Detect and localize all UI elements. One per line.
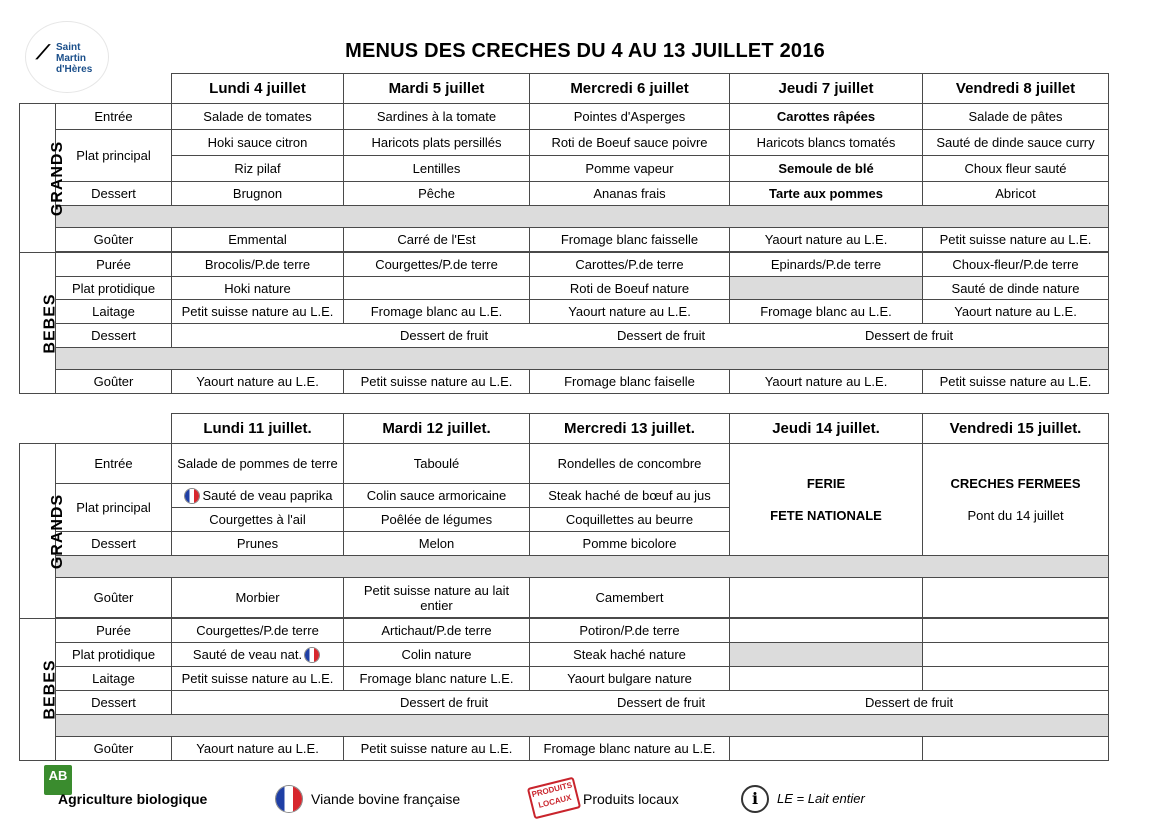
- logo-mark-icon: ⟋: [36, 42, 50, 64]
- menu-cell: Roti de Boeuf nature: [530, 277, 730, 300]
- french-flag-icon: [305, 648, 319, 662]
- menu-cell: Epinards/P.de terre: [730, 253, 923, 277]
- row-label: Plat principal: [56, 130, 172, 182]
- day-header-row: [20, 414, 1109, 444]
- grands-entree-row: [20, 444, 1109, 484]
- menu-cell: Coquillettes au beurre: [530, 508, 730, 532]
- menu-cell: Pêche: [344, 182, 530, 206]
- menu-cell: Choux-fleur/P.de terre: [923, 253, 1109, 277]
- produits-locaux-stamp-icon: PRODUITS LOCAUX: [527, 777, 581, 820]
- fermees-cell: [923, 444, 1109, 556]
- row-label: Laitage: [56, 667, 172, 691]
- menu-cell: Colin nature: [344, 643, 530, 667]
- menu-cell: Petit suisse nature au L.E.: [172, 300, 344, 324]
- menu-cell: Hoki nature: [172, 277, 344, 300]
- menu-cell: Fromage blanc faisselle: [530, 228, 730, 252]
- logo-text: Saint Martin d'Hères: [56, 42, 93, 75]
- menu-cell: Choux fleur sauté: [923, 156, 1109, 182]
- menu-cell: Taboulé: [344, 444, 530, 484]
- menu-cell: Petit suisse nature au L.E.: [344, 370, 530, 394]
- menu-cell: Salade de tomates: [172, 104, 344, 130]
- menu-cell: [344, 277, 530, 300]
- day-header: Jeudi 14 juillet.: [730, 414, 923, 444]
- menu-cell: Sauté de veau nat.: [172, 643, 344, 667]
- bebes-puree-row: [20, 619, 1109, 643]
- day-header: Mardi 5 juillet: [344, 74, 530, 104]
- day-header: Mercredi 13 juillet.: [530, 414, 730, 444]
- day-header-row: [20, 74, 1109, 104]
- fermees-line1: CRECHES FERMEES: [950, 475, 1081, 491]
- menu-cell: Yaourt nature au L.E.: [172, 737, 344, 761]
- menu-cell: Semoule de blé: [730, 156, 923, 182]
- menu-cell: Pointes d'Asperges: [530, 104, 730, 130]
- info-icon: i: [741, 785, 769, 813]
- separator-row: [20, 715, 1109, 737]
- menu-cell: Dessert de fruit: [400, 694, 489, 710]
- menu-cell: Carottes râpées: [730, 104, 923, 130]
- menu-cell: Emmental: [172, 228, 344, 252]
- row-label: Dessert: [56, 532, 172, 556]
- menu-cell: Sauté de dinde nature: [923, 277, 1109, 300]
- menu-cell: Dessert de fruit: [617, 694, 706, 710]
- menu-cell: Artichaut/P.de terre: [344, 619, 530, 643]
- menu-cell: Fromage blanc nature au L.E.: [530, 737, 730, 761]
- menu-cell: Potiron/P.de terre: [530, 619, 730, 643]
- menu-cell: Rondelles de concombre: [530, 444, 730, 484]
- menu-table-week2: [19, 413, 1109, 761]
- grands-gouter-row: [20, 578, 1109, 618]
- menu-cell: Fromage blanc au L.E.: [344, 300, 530, 324]
- bebes-laitage-row: [20, 300, 1109, 324]
- menu-cell: Melon: [344, 532, 530, 556]
- menu-cell: Sauté de veau paprika: [172, 484, 344, 508]
- menu-cell: Haricots blancs tomatés: [730, 130, 923, 156]
- group-label-grands: GRANDS: [20, 104, 56, 253]
- menu-cell: Carré de l'Est: [344, 228, 530, 252]
- menu-cell: [730, 277, 923, 300]
- bebes-dessert-row: [20, 691, 1109, 715]
- menu-cell: Steak haché nature: [530, 643, 730, 667]
- day-header: Lundi 4 juillet: [172, 74, 344, 104]
- menu-cell: Yaourt bulgare nature: [530, 667, 730, 691]
- menu-cell: Riz pilaf: [172, 156, 344, 182]
- row-label: Laitage: [56, 300, 172, 324]
- day-header: Vendredi 8 juillet: [923, 74, 1109, 104]
- menu-cell: Haricots plats persillés: [344, 130, 530, 156]
- menu-cell: Ananas frais: [530, 182, 730, 206]
- french-flag-icon: [276, 786, 302, 812]
- menu-cell: Brugnon: [172, 182, 344, 206]
- row-label: Plat protidique: [56, 277, 172, 300]
- menu-cell: Tarte aux pommes: [730, 182, 923, 206]
- day-header: Lundi 11 juillet.: [172, 414, 344, 444]
- menu-cell: Dessert de fruit: [865, 327, 954, 343]
- row-label: Plat principal: [56, 484, 172, 532]
- menu-cell: Dessert de fruit: [617, 327, 706, 343]
- menu-cell: Fromage blanc nature L.E.: [344, 667, 530, 691]
- day-header: Vendredi 15 juillet.: [923, 414, 1109, 444]
- menu-cell: Poêlée de légumes: [344, 508, 530, 532]
- menu-cell: Morbier: [172, 578, 344, 618]
- bebes-dessert-row: [20, 324, 1109, 348]
- menu-cell: Steak haché de bœuf au jus: [530, 484, 730, 508]
- group-label-grands: GRANDS: [20, 444, 56, 619]
- menu-cell: Lentilles: [344, 156, 530, 182]
- menu-cell: Dessert de fruit: [865, 694, 954, 710]
- separator-row: [20, 348, 1109, 370]
- row-label: Plat protidique: [56, 643, 172, 667]
- group-label-bebes: BEBES: [20, 619, 56, 761]
- menu-cell: Abricot: [923, 182, 1109, 206]
- menu-cell: Courgettes/P.de terre: [344, 253, 530, 277]
- dessert-span-cell: [172, 324, 1109, 348]
- legend-bio-label: Agriculture biologique: [58, 791, 208, 807]
- menu-cell: Yaourt nature au L.E.: [730, 228, 923, 252]
- grands-entree-row: [20, 104, 1109, 130]
- ferie-line1: FERIE: [806, 475, 846, 491]
- menu-cell: Sardines à la tomate: [344, 104, 530, 130]
- ferie-line2: FETE NATIONALE: [770, 507, 882, 523]
- legend-info-label: LE = Lait entier: [777, 791, 865, 806]
- grands-dessert-row: [20, 182, 1109, 206]
- bebes-gouter-row: [20, 370, 1109, 394]
- menu-cell: Brocolis/P.de terre: [172, 253, 344, 277]
- menu-cell: Petit suisse nature au L.E.: [923, 228, 1109, 252]
- french-flag-icon: [185, 489, 199, 503]
- menu-cell: Pomme vapeur: [530, 156, 730, 182]
- grands-plat-row-2: [20, 156, 1109, 182]
- ab-logo-icon: AB: [44, 765, 72, 795]
- page-title: MENUS DES CRECHES DU 4 AU 13 JUILLET 2016: [345, 40, 825, 62]
- menu-cell: Petit suisse nature au L.E.: [172, 667, 344, 691]
- row-label: Goûter: [56, 228, 172, 252]
- day-header: Mercredi 6 juillet: [530, 74, 730, 104]
- row-label: Goûter: [56, 370, 172, 394]
- menu-cell: Yaourt nature au L.E.: [530, 300, 730, 324]
- menu-cell: Courgettes/P.de terre: [172, 619, 344, 643]
- menu-cell: Colin sauce armoricaine: [344, 484, 530, 508]
- menu-cell: Pomme bicolore: [530, 532, 730, 556]
- menu-cell: Petit suisse nature au L.E.: [344, 737, 530, 761]
- row-label: Purée: [56, 619, 172, 643]
- ferie-cell: [730, 444, 923, 556]
- dessert-span-cell: [172, 691, 1109, 715]
- menu-cell: Fromage blanc faiselle: [530, 370, 730, 394]
- menu-cell: Carottes/P.de terre: [530, 253, 730, 277]
- row-label: Purée: [56, 253, 172, 277]
- bebes-plat-row: [20, 643, 1109, 667]
- menu-cell: Petit suisse nature au L.E.: [923, 370, 1109, 394]
- row-label: Dessert: [56, 691, 172, 715]
- bebes-gouter-row: [20, 737, 1109, 761]
- menu-cell: Camembert: [530, 578, 730, 618]
- row-label: Dessert: [56, 324, 172, 348]
- menu-cell: Fromage blanc au L.E.: [730, 300, 923, 324]
- group-label-bebes: BEBES: [20, 253, 56, 394]
- menu-cell: Prunes: [172, 532, 344, 556]
- menu-cell: Yaourt nature au L.E.: [923, 300, 1109, 324]
- menu-cell: Dessert de fruit: [400, 327, 489, 343]
- menu-cell: Roti de Boeuf sauce poivre: [530, 130, 730, 156]
- menu-cell: Yaourt nature au L.E.: [172, 370, 344, 394]
- fermees-line2: Pont du 14 juillet: [967, 507, 1064, 523]
- menu-cell: Courgettes à l'ail: [172, 508, 344, 532]
- separator-row: [20, 206, 1109, 228]
- row-label: Entrée: [56, 104, 172, 130]
- grands-plat-row: [20, 130, 1109, 156]
- row-label: Entrée: [56, 444, 172, 484]
- menu-cell: Yaourt nature au L.E.: [730, 370, 923, 394]
- row-label: Goûter: [56, 578, 172, 618]
- separator-row: [20, 556, 1109, 578]
- menu-cell: Salade de pommes de terre: [172, 444, 344, 484]
- legend-viande-label: Viande bovine française: [311, 791, 461, 807]
- menu-cell: Salade de pâtes: [923, 104, 1109, 130]
- grands-gouter-row: [20, 228, 1109, 252]
- day-header: Mardi 12 juillet.: [344, 414, 530, 444]
- menu-table-week1: [19, 73, 1109, 394]
- menu-cell: Petit suisse nature au lait entier: [344, 578, 530, 618]
- row-label: Goûter: [56, 737, 172, 761]
- bebes-plat-row: [20, 277, 1109, 300]
- bebes-laitage-row: [20, 667, 1109, 691]
- menu-cell: Sauté de dinde sauce curry: [923, 130, 1109, 156]
- legend-locaux-label: Produits locaux: [583, 791, 679, 807]
- menu-cell: Hoki sauce citron: [172, 130, 344, 156]
- row-label: Dessert: [56, 182, 172, 206]
- bebes-puree-row: [20, 253, 1109, 277]
- day-header: Jeudi 7 juillet: [730, 74, 923, 104]
